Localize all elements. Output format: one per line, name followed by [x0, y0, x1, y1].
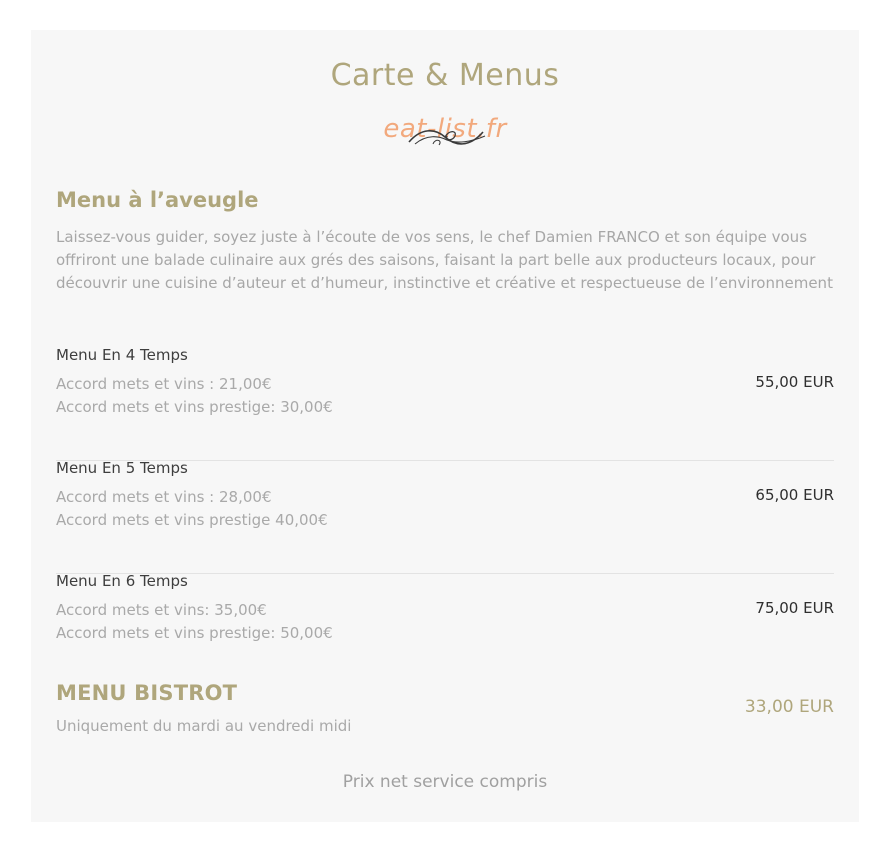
menu-item: [56, 459, 834, 574]
menu-item-pairing: Accord mets et vins : 28,00€: [56, 488, 272, 506]
flourish-swirl-icon: [405, 124, 489, 150]
menu-item-pairing: Accord mets et vins: 35,00€: [56, 601, 267, 619]
menu-item-pairing-prestige: Accord mets et vins prestige 40,00€: [56, 511, 328, 529]
section-title-bistro: MENU BISTROT: [56, 681, 238, 705]
blind-menu-description: Laissez-vous guider, soyez juste à l’écoute de vos sens, le chef Damien FRANCO et son équipe vous offriront une balade culinaire aux grés des saisons, faisant la part belle aux producteurs locaux, pour découvrir une cuisine d’auteur et d’humeur, instinctive et créative et respectueuse de l’environnement: [56, 228, 833, 292]
watermark: [31, 114, 859, 154]
menu-item: [56, 346, 834, 461]
page-title: Carte & Menus: [330, 58, 560, 93]
footer-note: Prix net service compris: [342, 772, 548, 792]
bistro-price: 33,00 EUR: [744, 697, 834, 717]
menu-item-pairing: Accord mets et vins : 21,00€: [56, 375, 272, 393]
watermark-text: eat-list.fr: [383, 114, 507, 144]
menu-item-pairing-prestige: Accord mets et vins prestige: 30,00€: [56, 398, 333, 416]
section-title-blind-menu: Menu à l’aveugle: [56, 188, 259, 212]
menu-item-pairing-prestige: Accord mets et vins prestige: 50,00€: [56, 624, 333, 642]
menu-item: [56, 572, 834, 686]
menu-item-name: Menu En 4 Temps: [56, 346, 188, 364]
menu-item-name: Menu En 5 Temps: [56, 459, 188, 477]
menu-item-price: 75,00 EUR: [755, 599, 834, 617]
menu-item-price: 65,00 EUR: [755, 486, 834, 504]
bistro-description: Uniquement du mardi au vendredi midi: [56, 717, 352, 735]
menu-card: [31, 30, 859, 822]
menu-item-name: Menu En 6 Temps: [56, 572, 188, 590]
menu-item-price: 55,00 EUR: [755, 373, 834, 391]
